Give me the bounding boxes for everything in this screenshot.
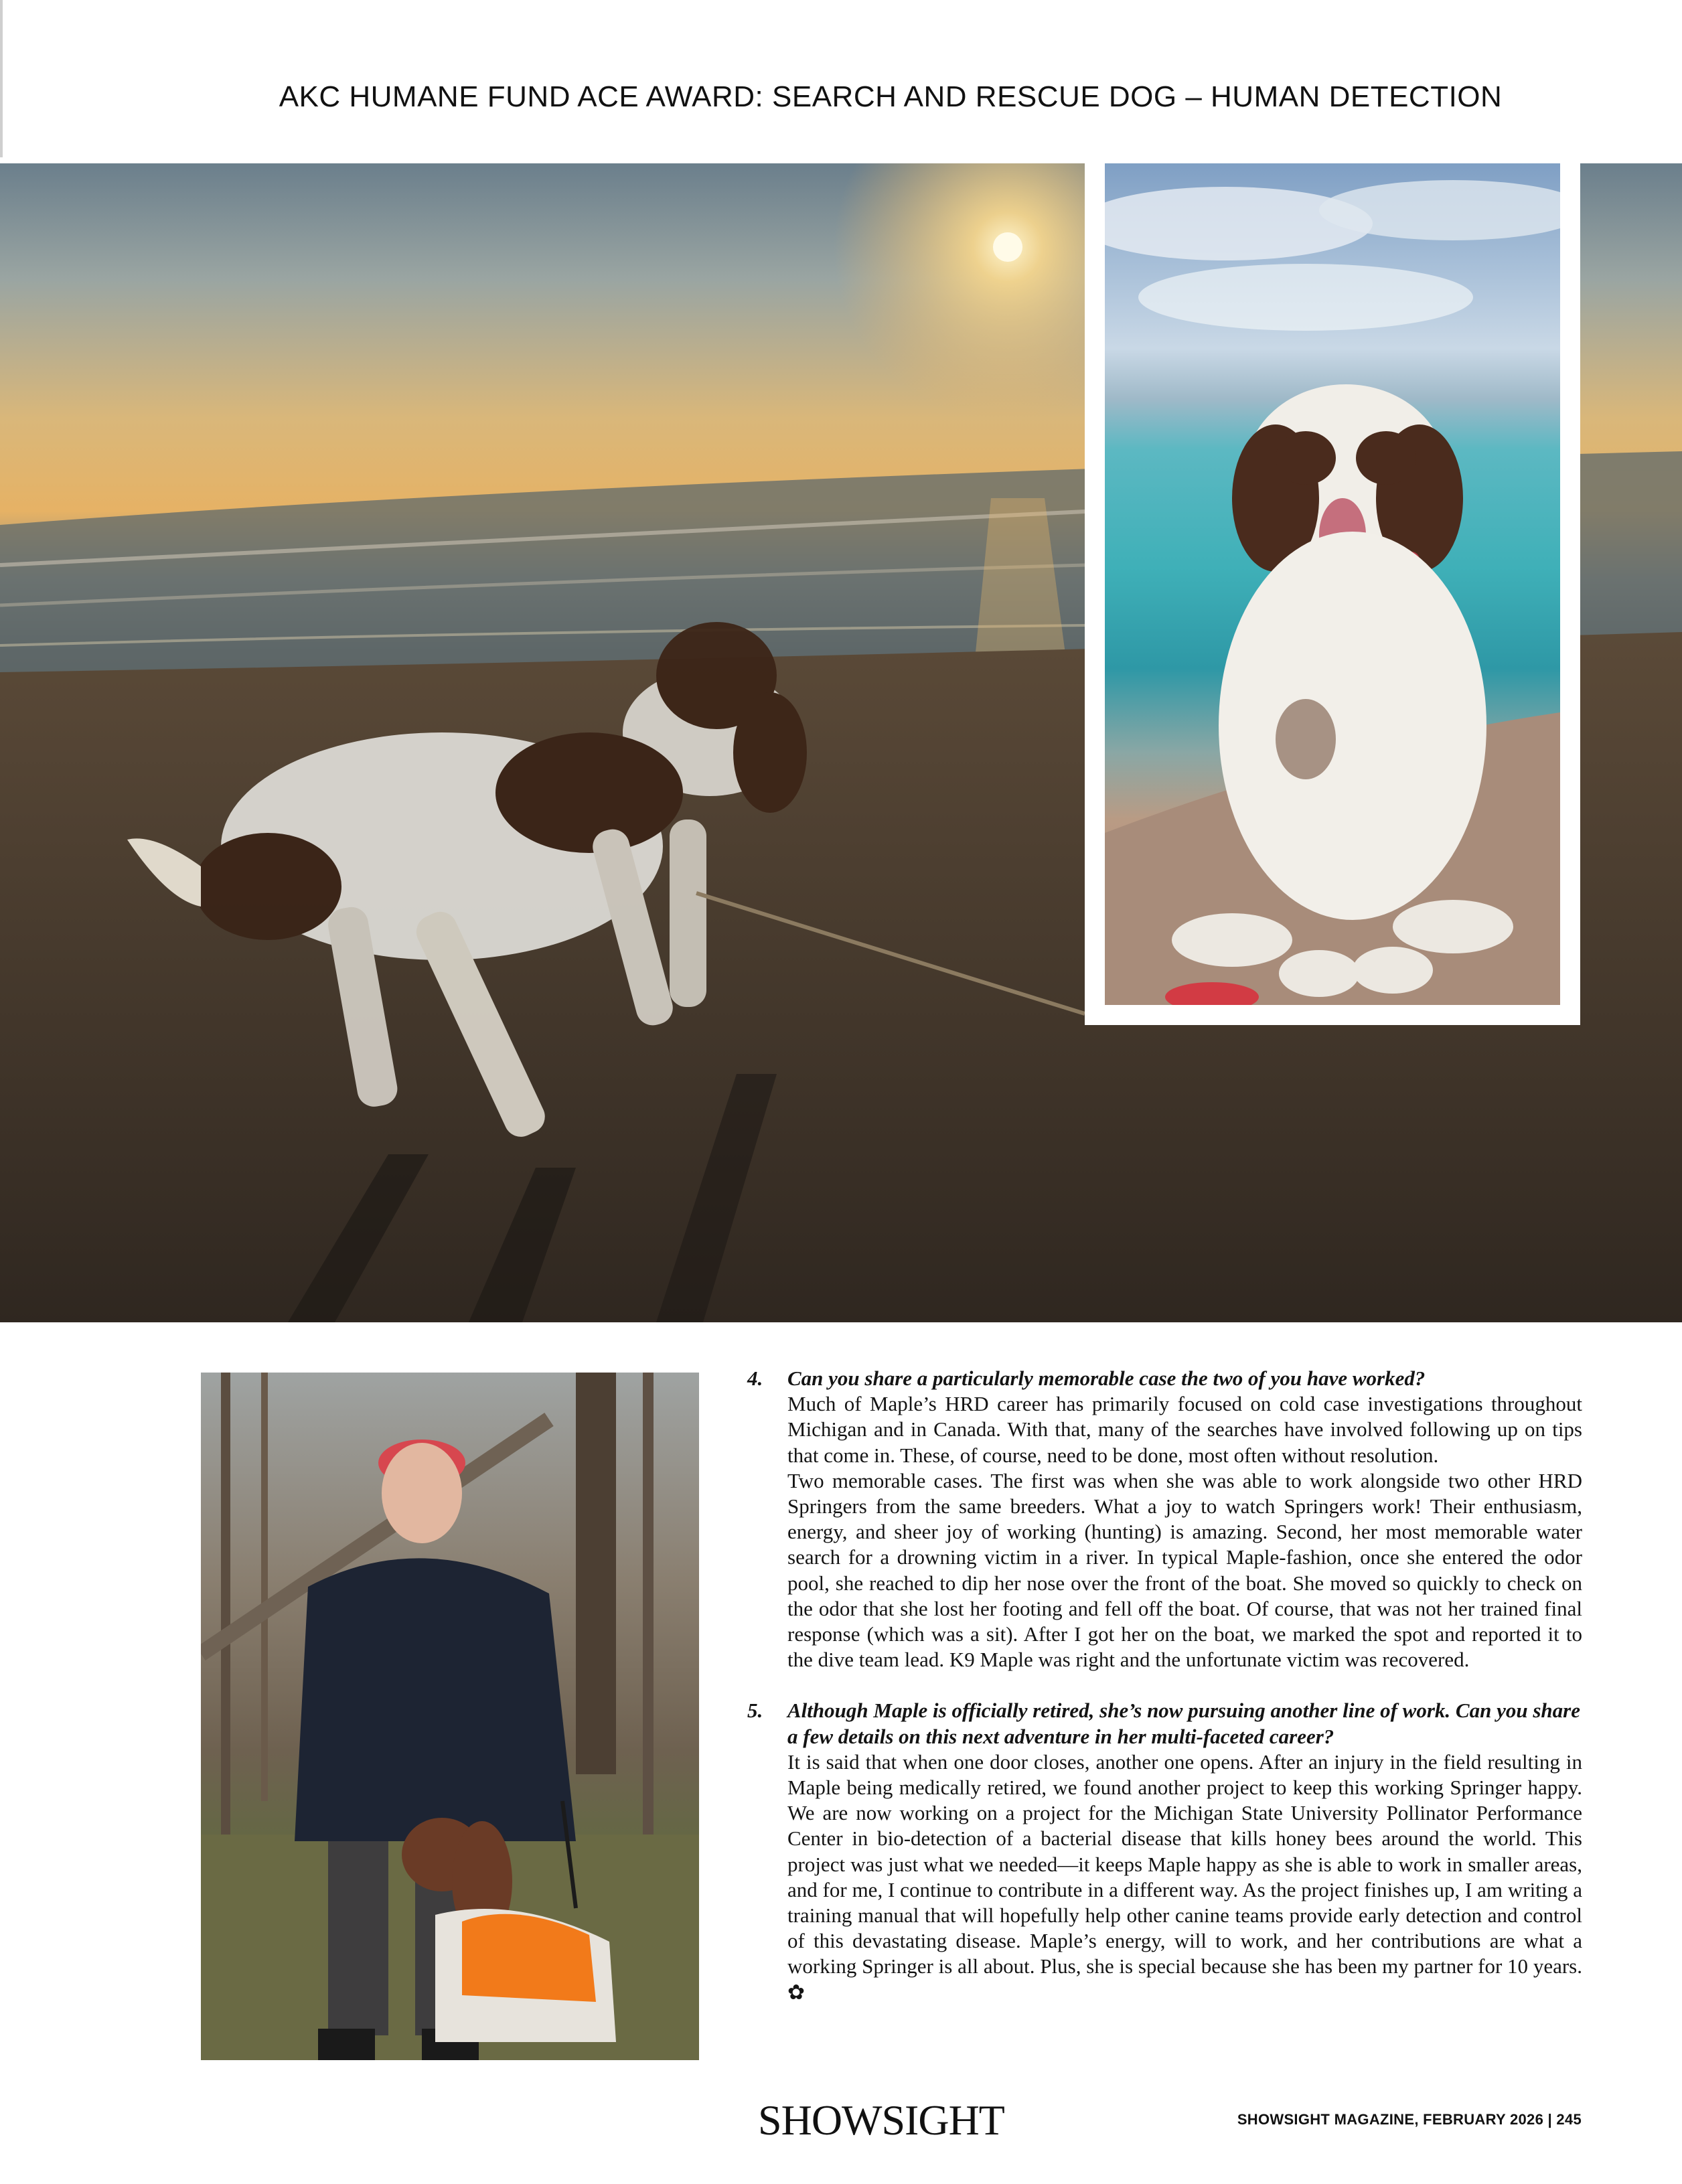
answer-text [787,1391,1582,1672]
page-folio: SHOWSIGHT MAGAZINE, FEBRUARY 2026 | 245 [1237,2111,1582,2128]
question-number: 5. [747,1699,763,1723]
qa-item-4 [747,1366,1582,1672]
page-header-title: AKC HUMANE FUND ACE AWARD: SEARCH AND RESCUE DOG – HUMAN DETECTION [279,80,1503,113]
end-mark-icon: ✿ [787,1980,805,2004]
qa-item-5 [747,1698,1582,2005]
inset-illustration [1105,163,1560,1005]
brand-logo: SHOWSIGHT [758,2096,1004,2144]
dog-on-boat-photo [1105,163,1560,1005]
question-text: Can you share a particularly memorable case the two of you have worked? [787,1367,1426,1390]
question-text: Although Maple is officially retired, she’s now pursuing another line of work. Can you share a few details on this next adventure in her multi-faceted career? [787,1699,1580,1748]
answer-text [787,1749,1582,2005]
answer-paragraph: Two memorable cases. The first was when she was able to work alongside two other HRD Springers from the same breeders. What a joy to watch Springers work! Their enthusiasm, energy, and sheer joy of working (hunting) is amazing. Second, her most memorable water search for a drowning victim in a river. In typical Maple-fashion, once she entered the odor pool, she reached to dip her nose over the front of the boat. She moved so quickly to check on the odor that she lost her footing and fell off the boat. Of course, that was not her trained final response (which was a sit). After I got her on the boat, we marked the spot and reported it to the dive team lead. K9 Maple was right and the unfortunate victim was recovered. [787,1468,1582,1672]
question-number: 4. [747,1367,763,1390]
answer-paragraph [787,1749,1582,2005]
answer-paragraph-text: It is said that when one door closes, another one opens. After an injury in the field resulting in Maple being medically retired, we found another project to keep this working Springer happy. We are now working on a project for the Michigan State University Pollinator Performance Center in bio-detection of a bacterial disease that kills honey bees around the world. This project was just what we needed—it keeps Maple happy as she is able to work in smaller areas, and for me, I continue to contribute in a different way. As the project finishes up, I am writing a training manual that will hopefully help other canine teams provide early detection and control of this devastating disease. Maple’s energy, will to work, and her contributions are what a working Springer is all about. Plus, she is special because she has been my partner for 10 years. [787,1749,1582,1978]
left-edge-rule [0,0,3,157]
answer-paragraph: Much of Maple’s HRD career has primarily focused on cold case investigations throughout Michigan and in Canada. With that, many of the searches have involved following up on tips that come in. These, of course, need to be done, most often without resolution. [787,1392,1582,1467]
person-illustration [201,1373,699,2060]
handler-with-dog-photo [201,1373,699,2060]
inset-photo-frame [1085,163,1580,1025]
article-body [747,1366,1582,2005]
sun-shape [993,232,1022,262]
